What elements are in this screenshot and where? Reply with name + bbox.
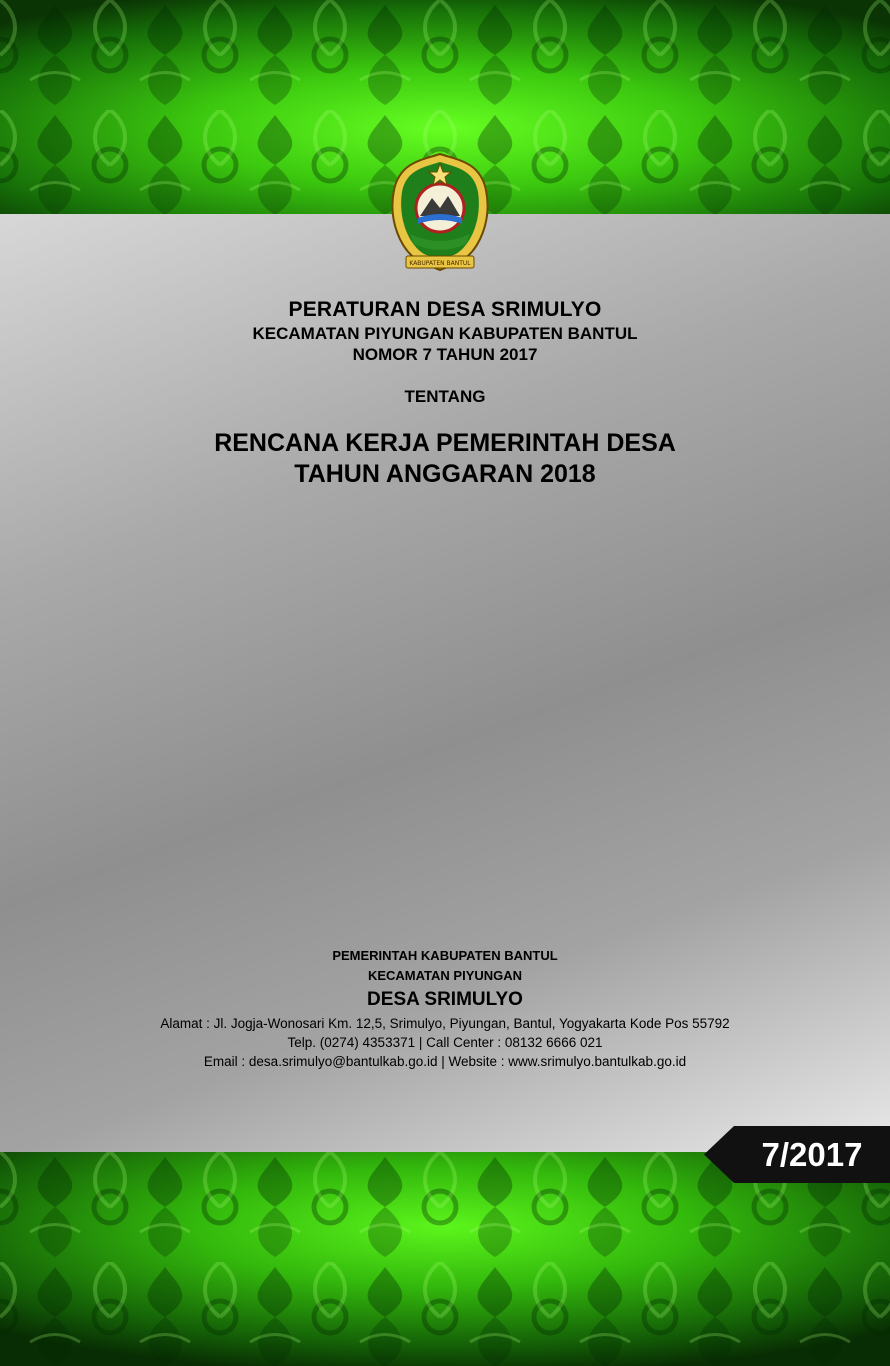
regulation-title: PERATURAN DESA SRIMULYO (288, 298, 602, 321)
publisher-government: PEMERINTAH KABUPATEN BANTUL (332, 948, 558, 963)
regulation-topic-line1: RENCANA KERJA PEMERINTAH DESA (214, 429, 676, 457)
regulation-number: NOMOR 7 TAHUN 2017 (352, 345, 538, 364)
emblem (388, 150, 492, 276)
publisher-village: DESA SRIMULYO (367, 989, 523, 1010)
regulation-topic (0, 428, 890, 490)
regulation-subtitle: KECAMATAN PIYUNGAN KABUPATEN BANTUL (252, 324, 638, 343)
kabupaten-bantul-emblem-icon (388, 150, 492, 276)
regulation-about-label: TENTANG (404, 387, 486, 406)
regulation-number-badge (704, 1126, 890, 1183)
publisher-address: Alamat : Jl. Jogja-Wonosari Km. 12,5, Srimulyo, Piyungan, Bantul, Yogyakarta Kode Pos 55792 (160, 1016, 730, 1031)
damask-pattern-icon (0, 1152, 890, 1366)
publisher-phone: Telp. (0274) 4353371 | Call Center : 08132 6666 021 (287, 1035, 603, 1050)
emblem-ribbon-label: KABUPATEN BANTUL (409, 260, 471, 267)
publisher-contact: Email : desa.srimulyo@bantulkab.go.id | Website : www.srimulyo.bantulkab.go.id (203, 1054, 687, 1069)
publisher-district: KECAMATAN PIYUNGAN (367, 968, 523, 983)
regulation-topic-line2: TAHUN ANGGARAN 2018 (294, 460, 596, 488)
badge-label: 7/2017 (761, 1136, 863, 1173)
bottom-pattern-band (0, 1152, 890, 1366)
